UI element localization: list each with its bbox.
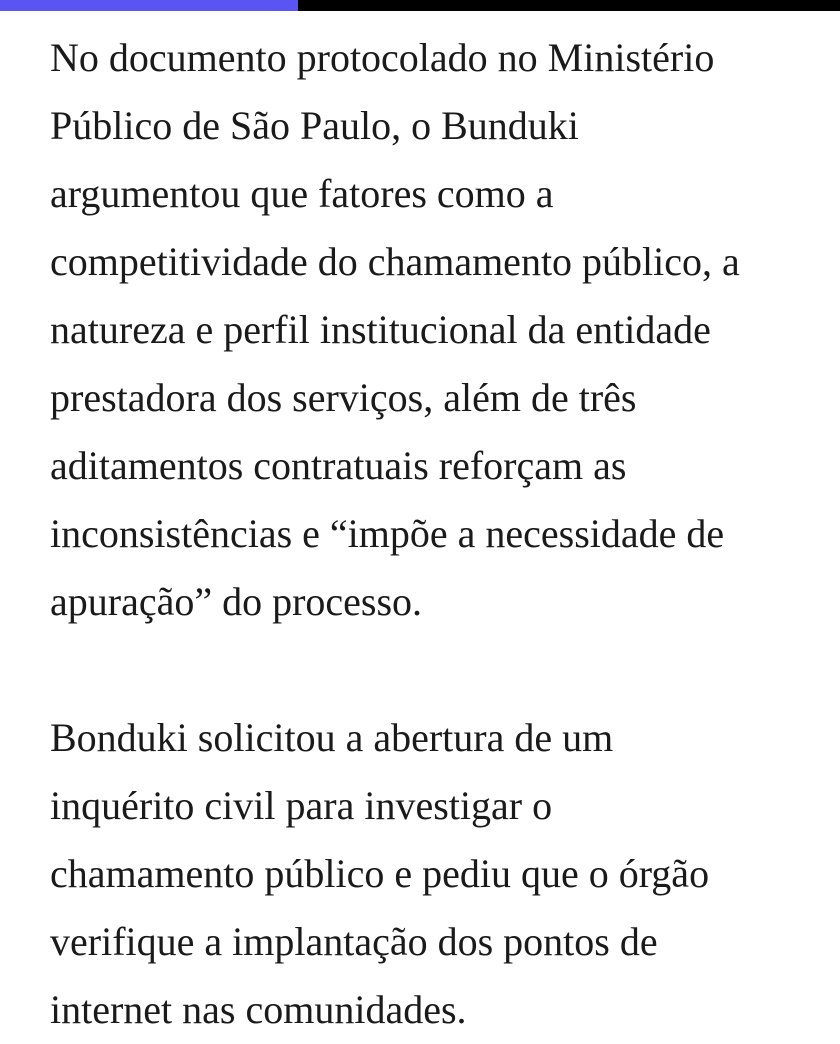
paragraph-line: internet nas comunidades. <box>50 987 467 1032</box>
paragraph-line: chamamento público e pediu que o órgão <box>50 851 710 896</box>
paragraph-line: competitividade do chamamento público, a <box>50 239 740 284</box>
article-paragraph-2 <box>50 704 830 1044</box>
reading-progress-bar <box>0 0 840 11</box>
paragraph-line: verifique a implantação dos pontos de <box>50 919 658 964</box>
paragraph-line: argumentou que fatores como a <box>50 171 554 216</box>
paragraph-line: apuração” do processo. <box>50 579 423 624</box>
paragraph-line: Bonduki solicitou a abertura de um <box>50 715 614 760</box>
article-body <box>50 24 830 1044</box>
paragraph-line: Público de São Paulo, o Bunduki <box>50 103 579 148</box>
reading-progress-fill <box>0 0 298 11</box>
paragraph-line: inconsistências e “impõe a necessidade de <box>50 511 725 556</box>
paragraph-line: aditamentos contratuais reforçam as <box>50 443 627 488</box>
paragraph-line: inquérito civil para investigar o <box>50 783 553 828</box>
paragraph-line: natureza e perfil institucional da entidade <box>50 307 711 352</box>
paragraph-line: prestadora dos serviços, além de três <box>50 375 637 420</box>
article-paragraph-1 <box>50 24 830 636</box>
paragraph-line: No documento protocolado no Ministério <box>50 35 715 80</box>
